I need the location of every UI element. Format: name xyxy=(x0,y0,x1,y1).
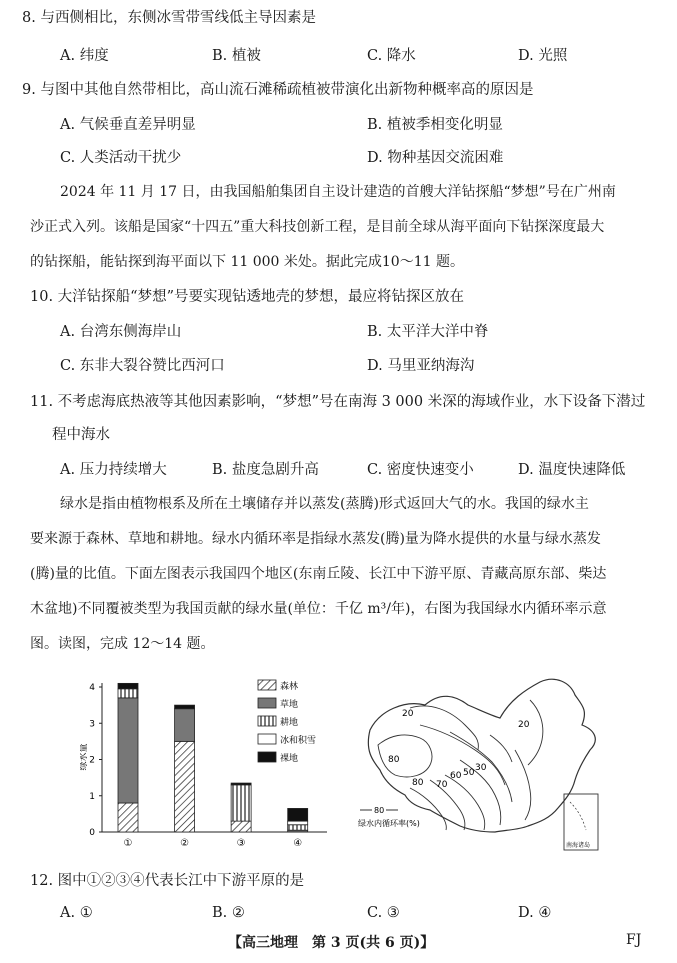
map-label-60: 60 xyxy=(450,771,462,781)
bar-segment-耕地 xyxy=(118,689,138,698)
q8-option-a: A. 纬度 xyxy=(60,48,109,64)
legend-label: 草地 xyxy=(280,700,299,710)
q9-stem: 9. 与图中其他自然带相比，高山流石滩稀疏植被带演化出新物种概率高的原因是 xyxy=(22,82,534,98)
green-water-chart-svg xyxy=(80,672,340,852)
q10-option-a: A. 台湾东侧海岸山 xyxy=(60,324,182,340)
passage1-line-1: 2024 年 11 月 17 日，由我国船舶集团自主设计建造的首艘大洋钻探船“梦想”号在广州南 xyxy=(60,184,616,200)
q11-option-a: A. 压力持续增大 xyxy=(60,462,167,478)
inset-dotted-line xyxy=(570,802,586,830)
y-tick-label: 1 xyxy=(89,791,95,802)
q10-option-b: B. 太平洋大洋中脊 xyxy=(367,324,489,340)
contour-20-east xyxy=(528,700,543,765)
legend-label: 耕地 xyxy=(280,718,299,728)
x-tick-label: ① xyxy=(123,838,133,849)
q12-option-b: B. ② xyxy=(212,905,245,921)
q10-option-d: D. 马里亚纳海沟 xyxy=(367,358,475,374)
legend-label: 裸地 xyxy=(280,754,299,764)
bar-segment-冰和积雪 xyxy=(288,821,308,825)
q9-option-c: C. 人类活动干扰少 xyxy=(60,150,182,166)
legend-swatch xyxy=(258,680,276,690)
bar-segment-裸地 xyxy=(231,783,251,785)
china-map-svg xyxy=(350,670,615,860)
contour-80-west xyxy=(378,735,432,777)
map-label-70: 70 xyxy=(436,780,448,790)
q11-option-b: B. 盐度急剧升高 xyxy=(212,462,319,478)
q10-stem: 10. 大洋钻探船“梦想”号要实现钻透地壳的梦想，最应将钻探区放在 xyxy=(30,289,464,305)
bar-segment-草地 xyxy=(118,698,138,803)
bar-segment-裸地 xyxy=(118,683,138,688)
q11-stem-line-1: 11. 不考虑海底热液等其他因素影响，“梦想”号在南海 3 000 米深的海域作业，水下设备下潜过 xyxy=(30,394,646,410)
y-tick-label: 4 xyxy=(89,683,95,693)
contour-extra-2 xyxy=(490,735,512,762)
green-water-chart xyxy=(80,672,340,852)
map-label-80-west: 80 xyxy=(388,755,400,765)
bar-segment-裸地 xyxy=(288,808,308,821)
passage1-line-2: 沙正式入列。该船是国家“十四五”重大科技创新工程，是目前全球从海平面向下钻探深度最大 xyxy=(30,219,605,235)
bar-segment-森林 xyxy=(118,803,138,832)
passage2-line-2: 要来源于森林、草地和耕地。绿水内循环率是指绿水蒸发(腾)量为降水提供的水量与绿水蒸发 xyxy=(30,531,601,547)
legend-swatch xyxy=(258,698,276,708)
bar-segment-裸地 xyxy=(175,705,195,709)
q8-option-d: D. 光照 xyxy=(518,48,568,64)
china-outline xyxy=(368,679,595,832)
inset-label: 南海诸岛 xyxy=(566,842,591,849)
bar-segment-耕地 xyxy=(288,825,308,830)
passage2-line-1: 绿水是指由植物根系及所在土壤储存并以蒸发(蒸腾)形式返回大气的水。我国的绿水主 xyxy=(60,496,589,512)
q10-option-c: C. 东非大裂谷赞比西河口 xyxy=(60,358,225,374)
q9-option-d: D. 物种基因交流困难 xyxy=(367,150,504,166)
map-label-20-north: 20 xyxy=(402,709,414,719)
q8-stem: 8. 与西侧相比，东侧冰雪带雪线低主导因素是 xyxy=(22,10,316,26)
q9-option-a: A. 气候垂直差异明显 xyxy=(60,117,196,133)
legend-label: 冰和积雪 xyxy=(280,736,317,746)
passage2-line-4: 木盆地)不同覆被类型为我国贡献的绿水量(单位：千亿 m³/年)，右图为我国绿水内循环率示意 xyxy=(30,601,607,617)
q12-option-d: D. ④ xyxy=(518,905,552,921)
q12-option-c: C. ③ xyxy=(367,905,400,921)
contour-extra-1 xyxy=(515,750,531,820)
map-label-30: 30 xyxy=(475,763,487,773)
q8-option-c: C. 降水 xyxy=(367,48,416,64)
q8-option-b: B. 植被 xyxy=(212,48,261,64)
x-tick-label: ③ xyxy=(236,838,246,849)
q12-stem: 12. 图中①②③④代表长江中下游平原的是 xyxy=(30,873,305,889)
x-tick-label: ② xyxy=(180,838,190,849)
map-legend-label: 绿水内循环率(%) xyxy=(358,819,420,828)
map-label-20-east: 20 xyxy=(518,720,530,730)
passage1-line-3: 的钻探船，能钻探到海平面以下 11 000 米处。据此完成10～11 题。 xyxy=(30,254,464,270)
q11-option-c: C. 密度快速变小 xyxy=(367,462,474,478)
q9-option-b: B. 植被季相变化明显 xyxy=(367,117,503,133)
passage2-line-3: (腾)量的比值。下面左图表示我国四个地区(东南丘陵、长江中下游平原、青藏高原东部、柴达 xyxy=(30,566,607,582)
y-tick-label: 0 xyxy=(89,828,95,838)
passage2-line-5: 图。读图，完成 12～14 题。 xyxy=(30,636,215,652)
bar-segment-森林 xyxy=(231,821,251,832)
q11-stem-line-2: 程中海水 xyxy=(52,427,110,443)
map-label-50: 50 xyxy=(463,768,475,778)
page-footer: 【高三地理 第 3 页(共 6 页)】 xyxy=(228,935,435,951)
footer-code: FJ xyxy=(626,932,642,948)
legend-swatch xyxy=(258,734,276,744)
map-label-80-south: 80 xyxy=(412,778,424,788)
bar-segment-森林 xyxy=(175,741,195,832)
y-tick-label: 2 xyxy=(89,755,95,766)
legend-label: 森林 xyxy=(280,682,299,692)
y-axis-label: 绿水量 xyxy=(80,743,89,771)
q12-option-a: A. ① xyxy=(60,905,93,921)
legend-swatch xyxy=(258,752,276,762)
bar-segment-草地 xyxy=(175,709,195,742)
map-legend-value: 80 xyxy=(374,806,385,815)
china-green-water-map xyxy=(350,670,615,860)
y-tick-label: 3 xyxy=(89,719,95,730)
bar-segment-耕地 xyxy=(231,785,251,821)
q11-option-d: D. 温度快速降低 xyxy=(518,462,626,478)
x-tick-label: ④ xyxy=(293,838,303,849)
legend-swatch xyxy=(258,716,276,726)
